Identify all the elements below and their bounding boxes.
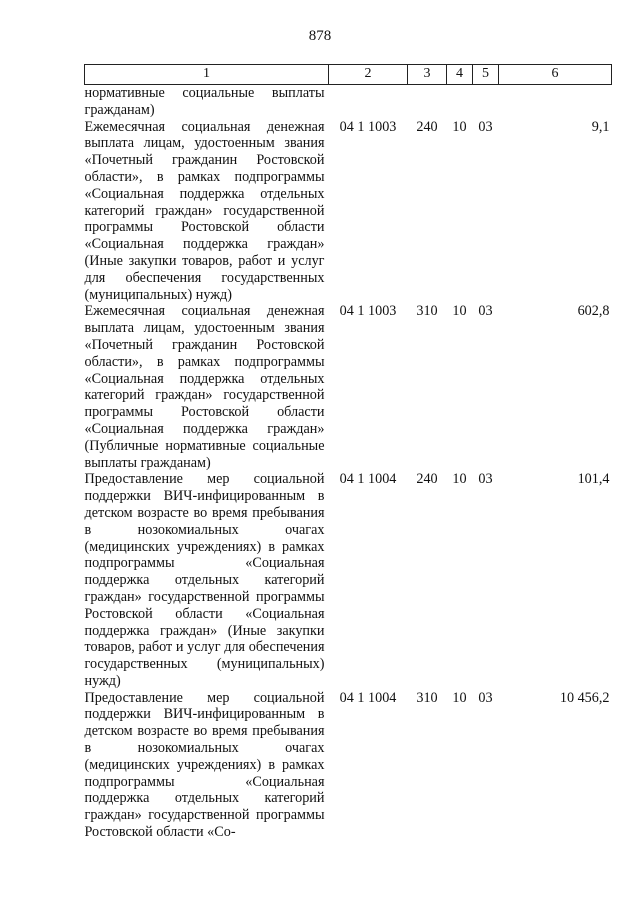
row-description: Предоставление мер социальной поддержки ВИЧ-инфицированным в детском возрасте во время пребывания в нозокомиальных очагах (медицинских учреждениях) в рамках подпрограммы «Социальная поддержка отдельных категорий граждан» государственной программы Ростовской области «Со- bbox=[84, 689, 325, 841]
row-csr-code: 04 1 1004 bbox=[339, 471, 397, 488]
row-csr-code: 04 1 1003 bbox=[339, 118, 397, 135]
row-pr-code: 03 bbox=[478, 118, 493, 135]
budget-table bbox=[84, 64, 612, 841]
column-header-1: 1 bbox=[85, 65, 329, 85]
row-rz-code: 10 bbox=[452, 689, 467, 706]
table-row bbox=[85, 690, 612, 841]
row-amount: 9,1 bbox=[591, 118, 610, 135]
row-rz-code: 10 bbox=[452, 303, 467, 320]
row-amount: 602,8 bbox=[577, 303, 610, 320]
column-header-5: 5 bbox=[473, 65, 499, 85]
row-csr-code: 04 1 1003 bbox=[339, 303, 397, 320]
row-description: Предоставление мер социальной поддержки ВИЧ-инфицированным в детском возрасте во время пребывания в нозокомиальных очагах (медицинских учреждениях) в рамках подпрограммы «Социальная поддержка отдельных категорий граждан» государственной программы Ростовской области «Социальная поддержка граждан» (Иные закупки товаров, работ и услуг для обеспечения государственных (муниципальных) нужд) bbox=[84, 471, 325, 689]
row-vr-code: 240 bbox=[416, 118, 438, 135]
row-rz-code: 10 bbox=[452, 118, 467, 135]
row-description: нормативные социальные выплаты гражданам) bbox=[84, 85, 325, 118]
table-row bbox=[85, 303, 612, 471]
row-description: Ежемесячная социальная денежная выплата лицам, удостоенным звания «Почетный гражданин Ростовской области», в рамках подпрограммы «Социальная поддержка отдельных категорий граждан» государственной программы Ростовской области «Социальная поддержка граждан» (Публичные нормативные социальные выплаты гражданам) bbox=[84, 303, 325, 471]
row-description: Ежемесячная социальная денежная выплата лицам, удостоенным звания «Почетный гражданин Ростовской области», в рамках подпрограммы «Социальная поддержка отдельных категорий граждан» государственной программы Ростовской области «Социальная поддержка граждан» (Иные закупки товаров, работ и услуг для обеспечения государственных (муниципальных) нужд) bbox=[84, 118, 325, 303]
table-row bbox=[85, 471, 612, 689]
row-rz-code: 10 bbox=[452, 471, 467, 488]
table-header-row bbox=[85, 65, 612, 85]
row-pr-code: 03 bbox=[478, 689, 493, 706]
row-csr-code: 04 1 1004 bbox=[339, 689, 397, 706]
row-vr-code: 240 bbox=[416, 471, 438, 488]
row-amount: 10 456,2 bbox=[559, 689, 610, 706]
page-number: 878 bbox=[308, 28, 332, 44]
column-header-4: 4 bbox=[447, 65, 473, 85]
column-header-2: 2 bbox=[329, 65, 408, 85]
column-header-3: 3 bbox=[408, 65, 447, 85]
table-row-continuation bbox=[85, 85, 612, 119]
row-vr-code: 310 bbox=[416, 689, 438, 706]
column-header-6: 6 bbox=[499, 65, 612, 85]
table-row bbox=[85, 119, 612, 304]
row-pr-code: 03 bbox=[478, 303, 493, 320]
row-pr-code: 03 bbox=[478, 471, 493, 488]
row-amount: 101,4 bbox=[577, 471, 610, 488]
row-vr-code: 310 bbox=[416, 303, 438, 320]
